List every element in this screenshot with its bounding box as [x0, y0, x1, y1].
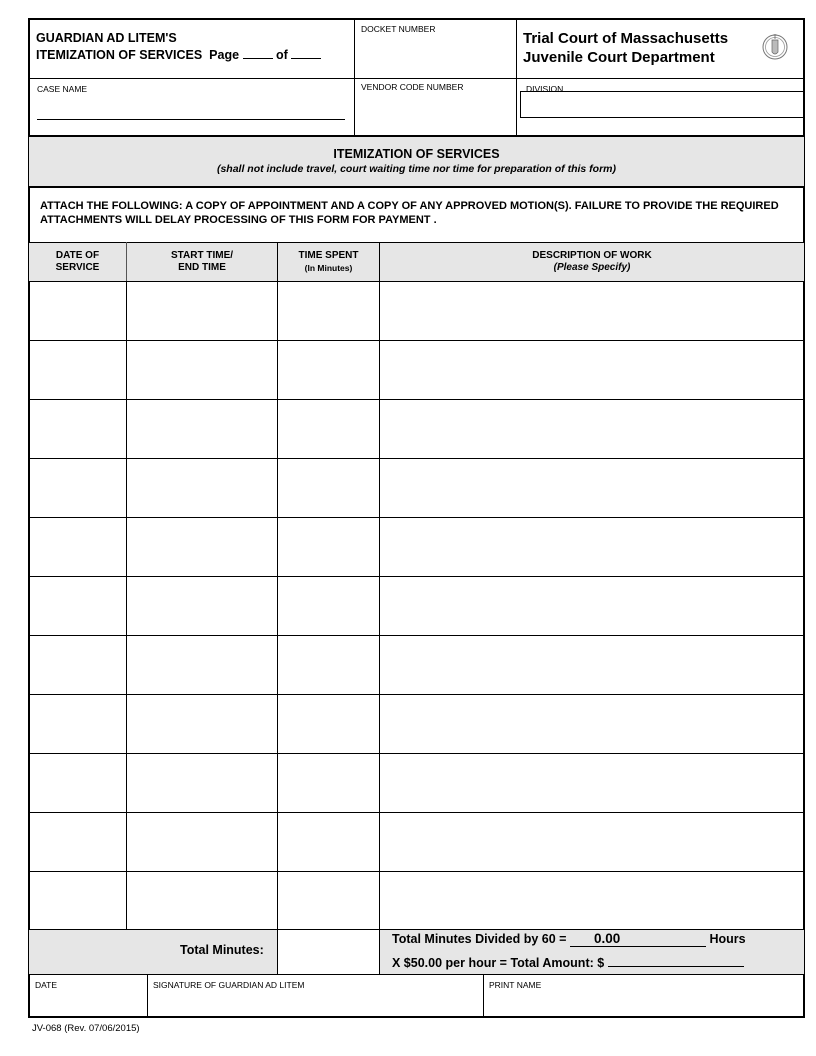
header-divider-1	[354, 18, 355, 136]
total-hours-value: 0.00	[570, 931, 706, 947]
row-4-description-input[interactable]	[382, 460, 802, 515]
signature-input[interactable]	[151, 992, 479, 1016]
row-11-description-input[interactable]	[382, 873, 802, 928]
column-header-date-line2: SERVICE	[55, 262, 100, 273]
column-header-description	[380, 250, 804, 274]
row-3-time-spent-input[interactable]	[280, 401, 377, 456]
section-subtitle: (shall not include travel, court waiting time nor time for preparation of this form)	[216, 163, 617, 175]
amount-calculation	[392, 956, 744, 970]
print-name-input[interactable]	[487, 992, 801, 1016]
docket-number-input[interactable]	[358, 38, 512, 76]
hours-calculation	[392, 931, 746, 947]
total-minutes-input[interactable]	[279, 932, 378, 972]
column-header-date-line1: DATE OF	[55, 250, 100, 261]
table-row-divider	[28, 635, 805, 636]
form-title-text: ITEMIZATION OF SERVICES	[36, 48, 203, 62]
row-6-time-spent-input[interactable]	[280, 578, 377, 633]
row-8-date-input[interactable]	[31, 696, 124, 751]
massachusetts-seal-icon	[760, 30, 790, 64]
row-5-date-input[interactable]	[31, 519, 124, 574]
table-header-rule	[28, 281, 805, 282]
row-11-date-input[interactable]	[31, 873, 124, 928]
court-name	[523, 29, 728, 67]
vendor-code-label: VENDOR CODE NUMBER	[361, 82, 464, 92]
date-input[interactable]	[32, 992, 144, 1016]
column-header-desc-line1: DESCRIPTION OF WORK	[532, 250, 652, 261]
row-2-description-input[interactable]	[382, 342, 802, 397]
row-6-description-input[interactable]	[382, 578, 802, 633]
row-3-start-end-input[interactable]	[129, 401, 275, 456]
section-bottom-rule	[28, 186, 805, 188]
row-7-description-input[interactable]	[382, 637, 802, 692]
date-label: DATE	[35, 980, 58, 990]
row-10-time-spent-input[interactable]	[280, 814, 377, 869]
division-input[interactable]	[520, 91, 805, 118]
total-minutes-label: Total Minutes:	[180, 943, 264, 957]
row-5-start-end-input[interactable]	[129, 519, 275, 574]
row-4-time-spent-input[interactable]	[280, 460, 377, 515]
page-total-field[interactable]	[291, 58, 321, 59]
header-row-divider	[28, 78, 805, 79]
signature-label: SIGNATURE OF GUARDIAN AD LITEM	[153, 980, 305, 990]
table-row-divider	[28, 576, 805, 577]
page-number-field[interactable]	[243, 58, 273, 59]
divided-label: Total Minutes Divided by 60 =	[392, 932, 567, 946]
section-title-band	[29, 137, 804, 186]
section-title: ITEMIZATION OF SERVICES	[333, 147, 500, 161]
table-row-divider	[28, 340, 805, 341]
page-label: Page	[209, 48, 240, 62]
column-header-desc-line2: (Please Specify)	[553, 262, 631, 273]
row-11-time-spent-input[interactable]	[280, 873, 377, 928]
column-header-start-line1: START TIME/	[170, 250, 234, 261]
column-divider-2	[277, 242, 278, 974]
table-row-divider	[28, 871, 805, 872]
of-label: of	[276, 48, 288, 62]
table-row-divider	[28, 458, 805, 459]
column-header-date	[29, 250, 126, 274]
row-10-description-input[interactable]	[382, 814, 802, 869]
attachment-notice: ATTACH THE FOLLOWING: A COPY OF APPOINTMENT AND A COPY OF ANY APPROVED MOTION(S). FAILURE TO PROVIDE THE REQUIRED ATTACHMENTS WILL DELAY PROCESSING OF THIS FORM FOR PAYMENT .	[40, 200, 779, 226]
row-7-date-input[interactable]	[31, 637, 124, 692]
docket-number-label: DOCKET NUMBER	[361, 24, 436, 34]
row-2-time-spent-input[interactable]	[280, 342, 377, 397]
row-6-start-end-input[interactable]	[129, 578, 275, 633]
row-8-description-input[interactable]	[382, 696, 802, 751]
row-9-time-spent-input[interactable]	[280, 755, 377, 810]
hours-label: Hours	[709, 932, 746, 946]
row-1-description-input[interactable]	[382, 283, 802, 338]
table-row-divider	[28, 812, 805, 813]
row-4-date-input[interactable]	[31, 460, 124, 515]
row-2-start-end-input[interactable]	[129, 342, 275, 397]
column-header-time-spent	[278, 250, 379, 274]
row-5-description-input[interactable]	[382, 519, 802, 574]
signature-divider-1	[147, 974, 148, 1018]
row-6-date-input[interactable]	[31, 578, 124, 633]
row-7-time-spent-input[interactable]	[280, 637, 377, 692]
signature-divider-2	[483, 974, 484, 1018]
form-title	[36, 30, 321, 64]
row-3-date-input[interactable]	[31, 401, 124, 456]
court-line1: Trial Court of Massachusetts	[523, 30, 729, 47]
row-5-time-spent-input[interactable]	[280, 519, 377, 574]
vendor-code-input[interactable]	[358, 96, 512, 130]
column-header-time-line1: TIME SPENT	[298, 250, 359, 261]
row-8-time-spent-input[interactable]	[280, 696, 377, 751]
column-divider-1-header	[126, 242, 127, 281]
case-name-label: CASE NAME	[37, 84, 88, 94]
total-amount-field[interactable]	[608, 966, 744, 967]
case-name-input[interactable]	[37, 100, 345, 120]
column-header-time-line2: (In Minutes)	[304, 263, 353, 273]
row-2-date-input[interactable]	[31, 342, 124, 397]
division-label: DIVISION	[526, 84, 564, 94]
row-10-start-end-input[interactable]	[129, 814, 275, 869]
totals-bottom-rule	[28, 974, 805, 975]
row-1-date-input[interactable]	[31, 283, 124, 338]
row-11-start-end-input[interactable]	[129, 873, 275, 928]
row-9-start-end-input[interactable]	[129, 755, 275, 810]
header-divider-2	[516, 18, 517, 136]
row-10-date-input[interactable]	[31, 814, 124, 869]
form-number: JV-068 (Rev. 07/06/2015)	[32, 1023, 140, 1034]
row-8-start-end-input[interactable]	[129, 696, 275, 751]
row-1-start-end-input[interactable]	[129, 283, 275, 338]
row-3-description-input[interactable]	[382, 401, 802, 456]
row-4-start-end-input[interactable]	[129, 460, 275, 515]
form-title-line2	[36, 47, 321, 64]
form-title-line1: GUARDIAN AD LITEM'S	[36, 31, 177, 45]
print-name-label: PRINT NAME	[489, 980, 542, 990]
row-7-start-end-input[interactable]	[129, 637, 275, 692]
table-row-divider	[28, 694, 805, 695]
court-line2: Juvenile Court Department	[523, 49, 715, 66]
column-divider-3	[379, 242, 380, 974]
table-row-divider	[28, 399, 805, 400]
row-9-description-input[interactable]	[382, 755, 802, 810]
table-row-divider	[28, 517, 805, 518]
column-header-start-end	[127, 250, 277, 274]
column-header-start-line2: END TIME	[178, 262, 226, 273]
column-divider-1	[126, 281, 127, 929]
table-row-divider	[28, 753, 805, 754]
rate-label: X $50.00 per hour = Total Amount: $	[392, 956, 605, 970]
row-1-time-spent-input[interactable]	[280, 283, 377, 338]
row-9-date-input[interactable]	[31, 755, 124, 810]
